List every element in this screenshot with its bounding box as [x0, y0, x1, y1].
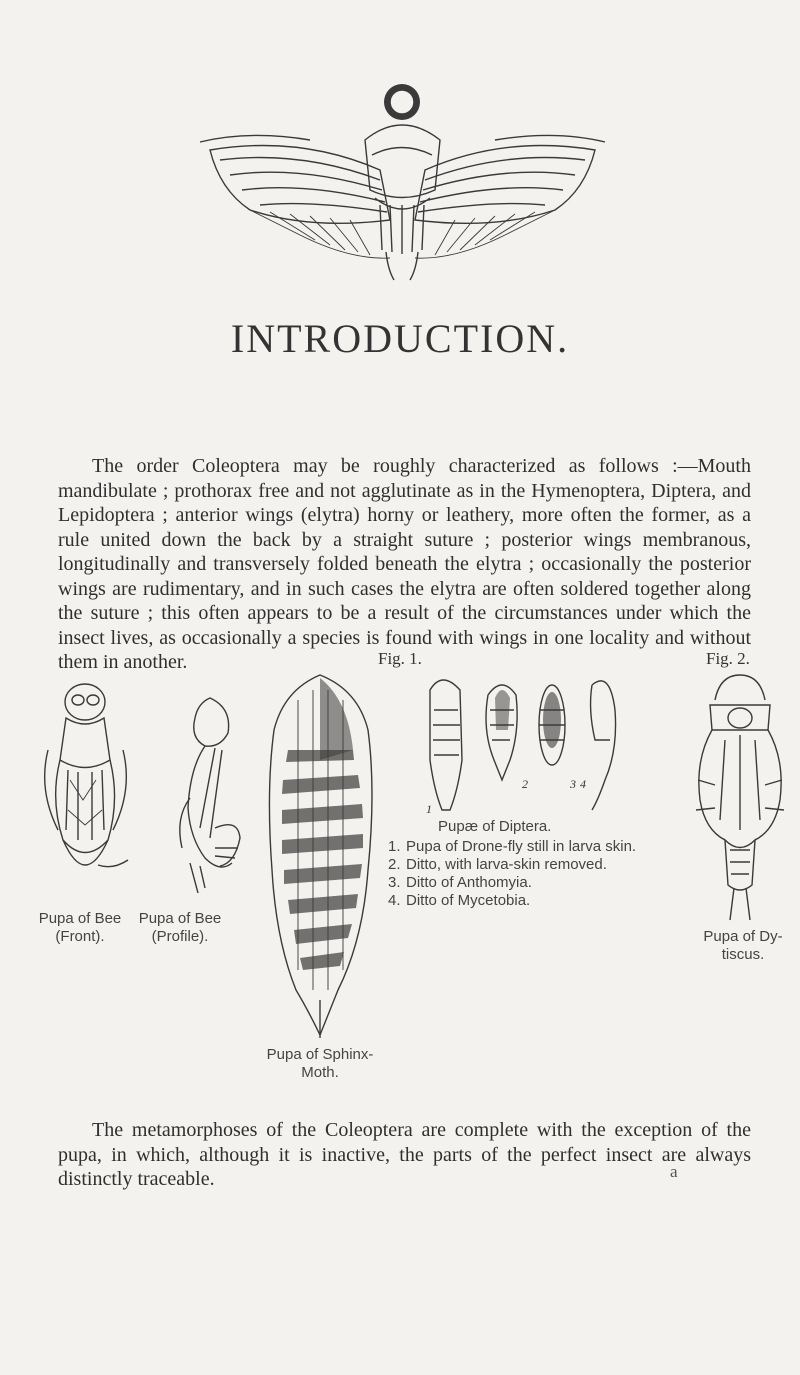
diptera-pupae-illustration [420, 670, 625, 815]
metamorphoses-paragraph: The metamorphoses of the Coleoptera are complete with the exception of the pupa, in which, although it is inactive, the parts of the perfect insect are always distinctly traceable. [58, 1119, 751, 1190]
caption-sphinx-moth-pupa: Pupa of Sphinx- Moth. [266, 1046, 374, 1081]
diptera-number-1: 1 [426, 802, 432, 815]
chapter-title: INTRODUCTION. [230, 316, 570, 361]
sphinx-moth-pupa-illustration [258, 670, 383, 1040]
winged-scarab-ornament [190, 80, 615, 285]
caption-dytiscus-pupa: Pupa of Dy- tiscus. [703, 928, 783, 963]
list-item-number: 2. [388, 856, 401, 873]
figure-1-label: Fig. 1. [378, 649, 422, 668]
list-item-number: 4. [388, 892, 401, 909]
caption-bee-pupa-profile: Pupa of Bee (Profile). [138, 910, 222, 945]
diptera-number-2: 2 [522, 777, 528, 791]
figure-2-label: Fig. 2. [706, 649, 750, 668]
intro-paragraph: The order Coleoptera may be roughly characterized as follows :—Mouth mandibulate ; prothorax free and not agglutinate as in the Hymenoptera, Diptera, and Lepidoptera ; anterior wings (elytra) horny or leathery, more often the former, as a rule united down the back by a straight suture ; posterior wings membranous, longitudinally and transversely folded beneath the elytra ; occasionally the posterior wings are rudimentary, and in such cases the elytra are often soldered together along the suture ; this often appears to be a result of the circumstances under which the insect lives, as occasionally a species is found with wings in one locality and without them in another. [58, 455, 751, 673]
dytiscus-pupa-illustration [690, 670, 790, 925]
list-item-number: 1. [388, 838, 401, 855]
list-item-text: Ditto of Mycetobia. [406, 892, 531, 909]
list-item-text: Pupa of Drone-fly still in larva skin. [406, 838, 637, 855]
diptera-number-4: 4 [580, 777, 586, 791]
diptera-caption-list [388, 818, 638, 910]
diptera-number-3: 3 [570, 777, 576, 791]
bee-pupa-front-illustration [38, 680, 133, 900]
caption-bee-pupa-front: Pupa of Bee (Front). [38, 910, 122, 945]
list-item [388, 892, 638, 910]
list-item-text: Ditto, with larva-skin removed. [406, 856, 607, 873]
bee-pupa-profile-illustration [160, 688, 245, 898]
list-item-number: 3. [388, 874, 401, 891]
diptera-caption-title: Pupæ of Diptera. [438, 818, 552, 835]
list-item [388, 856, 638, 874]
printer-signature: a [670, 1162, 678, 1181]
list-item [388, 874, 638, 892]
list-item [388, 838, 638, 856]
list-item-text: Ditto of Anthomyia. [406, 874, 532, 891]
